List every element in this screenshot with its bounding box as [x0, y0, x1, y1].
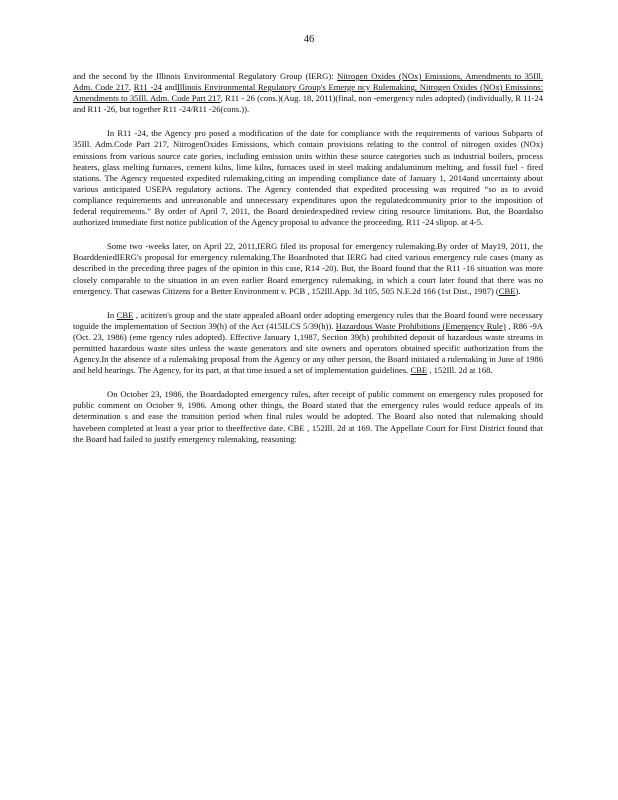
paragraph-text: , acitizen's group and the state appealed aBoard order adopting emergency rules that the Board found were necessary toguide the implementation of Section 39(h) of the Act (415ILCS 5/39(h)).	[73, 309, 543, 331]
citation-text: Hazardous Waste Prohibitions (Emergency Rule)	[335, 320, 506, 331]
page-number: 46	[303, 34, 315, 45]
paragraph-text: and the second by the Illinois Environmental Regulatory Group (IERG):	[73, 71, 338, 81]
citation-text: CBE	[498, 285, 516, 296]
paragraph-text: In	[107, 309, 117, 320]
citation-text: CBE	[116, 309, 134, 320]
paragraph-text: On October 23, 1986, the Boardadopted emergency rules, after receipt of public comment on emergency rules proposed for public comment on October 9, 1986. Among other things, the Board stated that the emergency rules would reduce appeals of its determination s and ease the transition period when final rules would be adopted. The Board also noted that rulemaking should havebeen completed at least a year prior to theeffective date. CBE , 152Ill. 2d at 169. The Appellate Court for First District found that the Board had failed to justify emergency rulemaking, reasoning:	[73, 389, 543, 444]
citation-text: Illinois Environmental Regulatory Group's Emerge ncy Rulemaking, Nitrogen Oxides (NOx) Emissions: Amendments to 35Ill. Adm. Code Part 217	[73, 82, 543, 104]
paragraph-5	[73, 389, 543, 444]
citation-text: CBE	[410, 365, 428, 376]
paragraph-text: In R11 -24, the Agency pro posed a modification of the date for compliance with the requirements of various Subparts of 35Ill. Adm.Code Part 217, NitrogenOxides Emissions, which contain provisions relating to the control of nitrogen oxides (NOx) emissions from various source cate gories, including emission units within these source categories such as industrial boilers, process heaters, glass melting furnaces, cement kilns, lime kilns, furnaces used in steel making andaluminum melting, and fossil fuel - fired stations. The Agency requested expedited rulemaking,citing an impending compliance date of January 1, 2014and uncertainty about various anticipated USEPA regulatory actions. The Agency contended that expedited processing was required “so as to avoid compliance requirements and unreasonable and unnecessary expenditures upon the regulatedcommunity prior to the imposition of federal requirements.” By order of April 7, 2011, the Board deniedexpedited review citing resource limitations. But, the Boardalso authorized immediate first notice publication of the Agency proposal to advance the proceeding. R11 -24 slipop. at 4-5.	[73, 128, 543, 228]
paragraph-text: and	[161, 82, 178, 93]
paragraph-3	[73, 241, 543, 296]
citation-text: Nitrogen Oxides (NOx) Emissions, Amendments to 35Ill. Adm. Code 217	[73, 71, 543, 93]
paragraph-1	[73, 71, 543, 115]
paragraph-4	[73, 310, 543, 377]
paragraph-2	[73, 128, 543, 228]
paragraph-text: , R86 -9A (Oct. 23, 1986) (eme rgency rules adopted). Effective January 1,1987, Section 39(h) prohibited deposit of hazardous waste streams in permitted hazardous waste sites unless the waste generators and site owners and operators obtained specific authorization from the Agency.In the absence of a rulemaking proposal from the Agency or any other person, the Board initiated a rulemaking in June of 1986 and held hearings. The Agency, for its part, at that time issued a set of implementation guidelines.	[73, 320, 543, 376]
citation-text: R11 -24	[133, 82, 162, 93]
paragraph-text: ,	[128, 82, 134, 93]
document-body	[73, 71, 543, 458]
paragraph-text: , 152Ill. 2d at 168.	[427, 365, 493, 376]
paragraph-text: , R11 - 26 (cons.)(Aug. 18, 2011)(final, non -emergency rules adopted) (individually, R 11-24 and R11 -26, but together R11 -24/R11 -26(cons.)).	[73, 93, 543, 115]
paragraph-text: ).	[515, 285, 521, 296]
paragraph-text: Some two -weeks later, on April 22, 2011,IERG filed its proposal for emergency rulemaking.By order of May19, 2011, the BoarddeniedIERG's proposal for emergency rulemaking.The Boardnoted that IERG had cited various emergency rule cases (many as described in the preceding three pages of the opinion in this case, R14 -20). But, the Board found that the R11 -16 situation was more closely comparable to the situation in an even earlier Board emergency rulemaking, in which a court later found that there was no emergency. That casewas Citizens for a Better Environment v. PCB , 152Ill.App. 3d 105, 505 N.E.2d 166 (1st Dist., 1987) (	[73, 241, 543, 296]
